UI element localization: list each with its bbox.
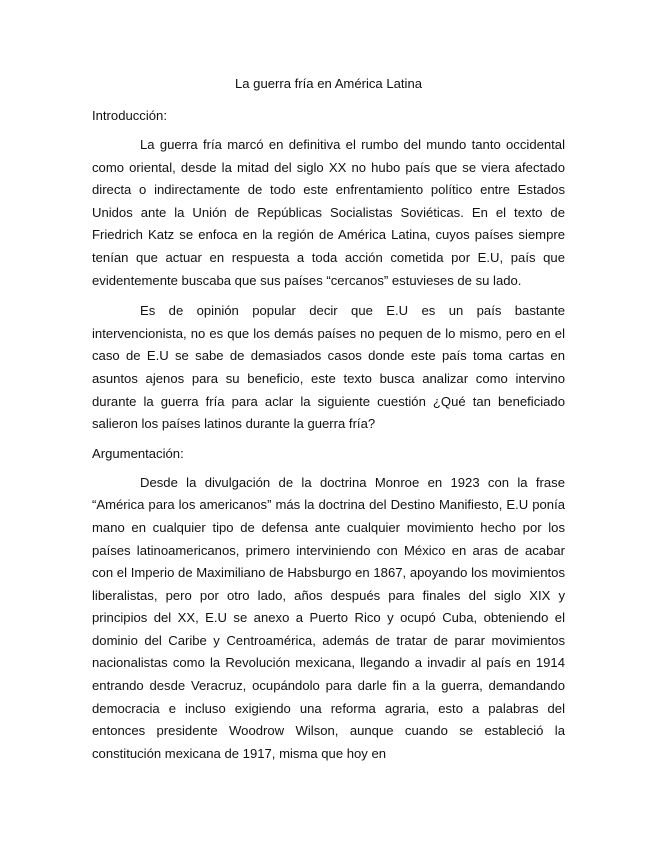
document-page	[92, 74, 565, 773]
paragraph-intro-2: Es de opinión popular decir que E.U es un país bastante intervencionista, no es que los demás países no pequen de lo mismo, pero en el caso de E.U se sabe de demasiados casos donde este país toma cartas en asuntos ajenos para su beneficio, este texto busca analizar como intervino durante la guerra fría para aclar la siguiente cuestión ¿Qué tan beneficiado salieron los países latinos durante la guerra fría?	[92, 303, 565, 432]
paragraph-intro-1: La guerra fría marcó en definitiva el rumbo del mundo tanto occidental como oriental, desde la mitad del siglo XX no hubo país que se viera afectado directa o indirectamente de todo este enfrentamiento político entre Estados Unidos ante la Unión de Repúblicas Socialistas Soviéticas. En el texto de Friedrich Katz se enfoca en la región de América Latina, cuyos países siempre tenían que actuar en respuesta a toda acción cometida por E.U, país que evidentemente buscaba que sus países “cercanos” estuvieses de su lado.	[92, 137, 565, 288]
section-heading-argumentacion: Argumentación:	[92, 445, 184, 461]
document-title: La guerra fría en América Latina	[234, 76, 423, 91]
paragraph-argument-1: Desde la divulgación de la doctrina Monroe en 1923 con la frase “América para los americanos” más la doctrina del Destino Manifiesto, E.U ponía mano en cualquier tipo de defensa ante cualquier movimiento hecho por los países latinoamericanos, primero interviniendo con México en aras de acabar con el Imperio de Maximiliano de Habsburgo en 1867, apoyando los movimientos liberalistas, pero por otro lado, años después para finales del siglo XIX y principios del XX, E.U se anexo a Puerto Rico y ocupó Cuba, obteniendo el dominio del Caribe y Centroamérica, además de tratar de parar movimientos nacionalistas como la Revolución mexicana, llegando a invadir al país en 1914 entrando desde Veracruz, ocupándolo para darle fin a la guerra, demandando democracia e incluso exigiendo una reforma agraria, esto a palabras del entonces presidente Woodrow Wilson, aunque cuando se estableció la constitución mexicana de 1917, misma que hoy en	[92, 474, 565, 761]
section-heading-introduccion: Introducción:	[92, 108, 167, 123]
